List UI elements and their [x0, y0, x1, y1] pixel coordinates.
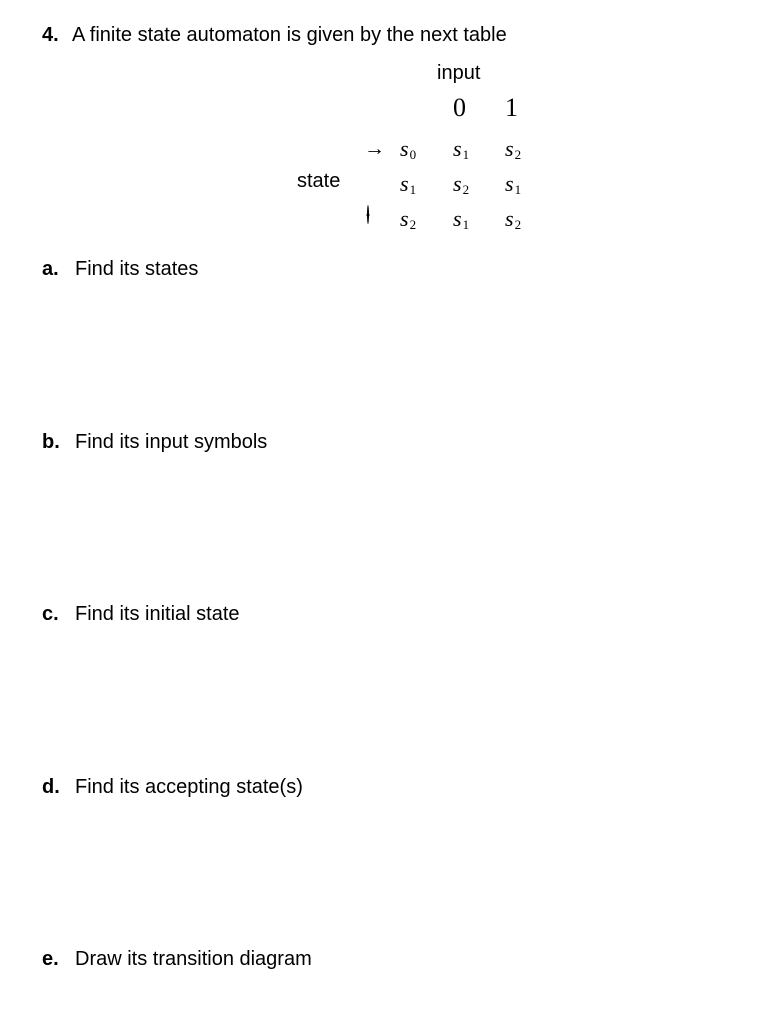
state-subscript: 2 [514, 147, 522, 162]
initial-state-arrow-icon: → [364, 137, 385, 160]
state-symbol: s [400, 206, 409, 231]
part-a-text: Find its states [75, 258, 199, 280]
state-symbol: s [505, 136, 514, 161]
part-d-label: d. [42, 776, 60, 798]
state-cell [400, 206, 453, 241]
part-b-label: b. [42, 431, 60, 453]
table-corner-empty [360, 94, 400, 136]
state-cell [400, 171, 453, 206]
transition-cell [505, 206, 557, 241]
state-symbol: s [453, 206, 462, 231]
part-d [42, 775, 303, 799]
state-subscript: 1 [462, 147, 470, 162]
state-subscript: 0 [409, 147, 417, 162]
part-a [42, 257, 198, 281]
state-subscript: 1 [462, 217, 470, 232]
part-b-text: Find its input symbols [75, 431, 268, 453]
table-input-header: input [437, 62, 481, 84]
part-c-label: c. [42, 603, 59, 625]
part-c [42, 602, 240, 626]
state-subscript: 2 [462, 182, 470, 197]
state-symbol: s [505, 171, 514, 196]
state-subscript: 2 [514, 217, 522, 232]
transition-cell [505, 136, 557, 171]
state-subscript: 1 [409, 182, 417, 197]
col-header-0: 0 [453, 93, 466, 122]
table-state-label: state [297, 170, 341, 192]
transition-cell [453, 171, 505, 206]
state-cell [400, 136, 453, 171]
transition-cell [453, 136, 505, 171]
state-symbol: s [400, 171, 409, 196]
part-a-label: a. [42, 258, 59, 280]
part-d-text: Find its accepting state(s) [75, 776, 303, 798]
question-number: 4. [42, 24, 59, 46]
col-header-1: 1 [505, 93, 518, 122]
part-e [42, 947, 312, 971]
state-symbol: s [505, 206, 514, 231]
transition-table [360, 94, 557, 241]
state-subscript: 2 [409, 217, 417, 232]
table-corner-empty [400, 94, 453, 136]
table-row-marker [360, 171, 400, 206]
part-e-text: Draw its transition diagram [75, 948, 312, 970]
part-e-label: e. [42, 948, 59, 970]
state-symbol: s [400, 136, 409, 161]
transition-cell [505, 171, 557, 206]
state-symbol: s [453, 136, 462, 161]
question-text: A finite state automaton is given by the next table [72, 24, 507, 46]
circled-dot-icon [367, 205, 369, 224]
part-c-text: Find its initial state [75, 603, 240, 625]
table-row-marker [360, 136, 400, 171]
transition-cell [453, 206, 505, 241]
part-b [42, 430, 267, 454]
state-symbol: s [453, 171, 462, 196]
question-title [42, 23, 507, 47]
table-row-marker [360, 206, 400, 241]
state-subscript: 1 [514, 182, 522, 197]
